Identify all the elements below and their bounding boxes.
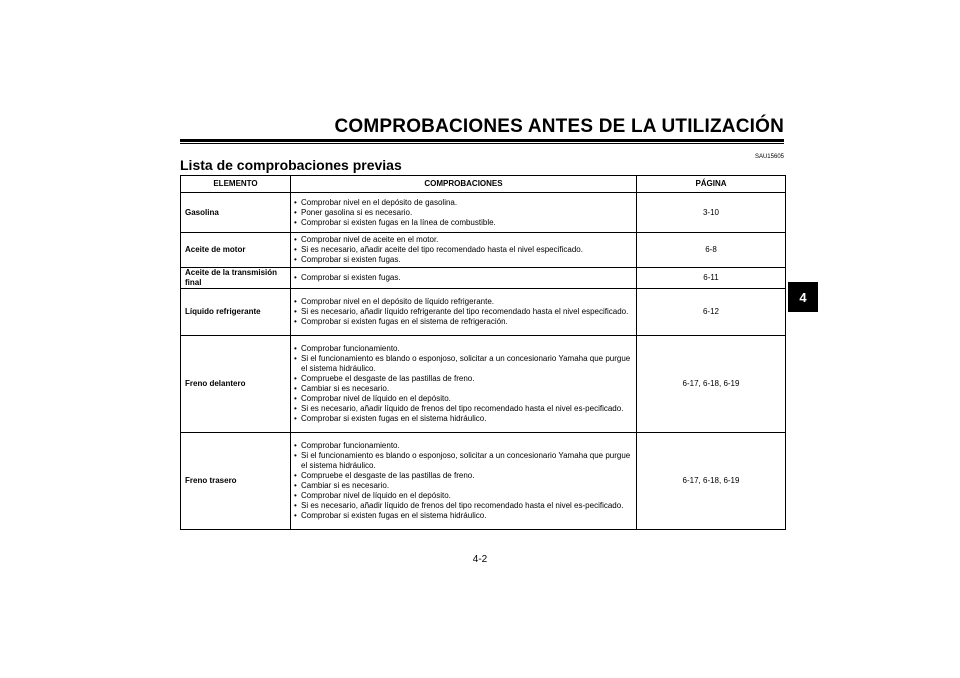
check-item: • Si el funcionamiento es blando o esponjoso, solicitar a un concesionario Yamaha que purgue el sistema hidráulico.: [294, 451, 633, 471]
check-item: • Comprobar funcionamiento.: [294, 441, 633, 451]
check-item: • Comprobar si existen fugas en la línea de combustible.: [294, 218, 633, 228]
check-item: • Comprobar nivel de líquido en el depósito.: [294, 491, 633, 501]
row-checks: [291, 289, 637, 336]
table-row: [181, 233, 786, 268]
section-code: SAU15605: [754, 154, 784, 160]
table-row: [181, 289, 786, 336]
row-checks: [291, 433, 637, 530]
check-item: • Si es necesario, añadir líquido refrigerante del tipo recomendado hasta el nivel especificado.: [294, 307, 633, 317]
checks-list: [294, 235, 633, 265]
check-item: • Si es necesario, añadir líquido de frenos del tipo recomendado hasta el nivel es-pecificado.: [294, 501, 633, 511]
row-item-name: Aceite de la transmisión final: [181, 268, 291, 289]
check-item: • Si el funcionamiento es blando o esponjoso, solicitar a un concesionario Yamaha que purgue el sistema hidráulico.: [294, 354, 633, 374]
column-header-item: ELEMENTO: [181, 176, 291, 193]
table-row: [181, 268, 786, 289]
table-body: [181, 193, 786, 530]
chapter-tab[interactable]: 4: [788, 282, 818, 312]
row-item-name: Freno delantero: [181, 336, 291, 433]
page-header-title: COMPROBACIONES ANTES DE LA UTILIZACIÓN: [334, 116, 784, 137]
check-item: • Comprobar si existen fugas en el sistema de refrigeración.: [294, 317, 633, 327]
check-item: • Comprobar funcionamiento.: [294, 344, 633, 354]
row-page-ref: 6-11: [637, 268, 786, 289]
checks-list: [294, 441, 633, 521]
check-item: • Compruebe el desgaste de las pastillas de freno.: [294, 471, 633, 481]
table-header-row: [181, 176, 786, 193]
section-title: Lista de comprobaciones previas: [180, 157, 402, 173]
check-item: • Comprobar si existen fugas en el sistema hidráulico.: [294, 414, 633, 424]
column-header-page: PÁGINA: [637, 176, 786, 193]
check-item: • Comprobar nivel en el depósito de líquido refrigerante.: [294, 297, 633, 307]
checks-list: [294, 198, 633, 228]
check-item: • Si es necesario, añadir aceite del tipo recomendado hasta el nivel especificado.: [294, 245, 633, 255]
table-row: [181, 433, 786, 530]
row-checks: [291, 336, 637, 433]
checklist-table: [180, 175, 786, 530]
checks-list: [294, 344, 633, 424]
check-item: • Comprobar nivel en el depósito de gasolina.: [294, 198, 633, 208]
header-rule-thin: [180, 143, 784, 144]
checks-list: [294, 273, 633, 283]
row-item-name: Líquido refrigerante: [181, 289, 291, 336]
row-checks: [291, 268, 637, 289]
row-checks: [291, 233, 637, 268]
table-row: [181, 193, 786, 233]
page-number: 4-2: [472, 554, 488, 565]
check-item: • Poner gasolina si es necesario.: [294, 208, 633, 218]
table-row: [181, 336, 786, 433]
check-item: • Comprobar nivel de líquido en el depósito.: [294, 394, 633, 404]
check-item: • Compruebe el desgaste de las pastillas de freno.: [294, 374, 633, 384]
row-item-name: Aceite de motor: [181, 233, 291, 268]
check-item: • Si es necesario, añadir líquido de frenos del tipo recomendado hasta el nivel es-pecificado.: [294, 404, 633, 414]
column-header-checks: COMPROBACIONES: [291, 176, 637, 193]
row-item-name: Freno trasero: [181, 433, 291, 530]
row-page-ref: 6-8: [637, 233, 786, 268]
check-item: • Comprobar si existen fugas.: [294, 255, 633, 265]
check-item: • Comprobar si existen fugas.: [294, 273, 633, 283]
row-checks: [291, 193, 637, 233]
check-item: • Comprobar si existen fugas en el sistema hidráulico.: [294, 511, 633, 521]
header-rule: [180, 139, 784, 142]
check-item: • Cambiar si es necesario.: [294, 384, 633, 394]
row-page-ref: 6-17, 6-18, 6-19: [637, 433, 786, 530]
checks-list: [294, 297, 633, 327]
row-item-name: Gasolina: [181, 193, 291, 233]
check-item: • Cambiar si es necesario.: [294, 481, 633, 491]
check-item: • Comprobar nivel de aceite en el motor.: [294, 235, 633, 245]
row-page-ref: 3-10: [637, 193, 786, 233]
row-page-ref: 6-12: [637, 289, 786, 336]
row-page-ref: 6-17, 6-18, 6-19: [637, 336, 786, 433]
